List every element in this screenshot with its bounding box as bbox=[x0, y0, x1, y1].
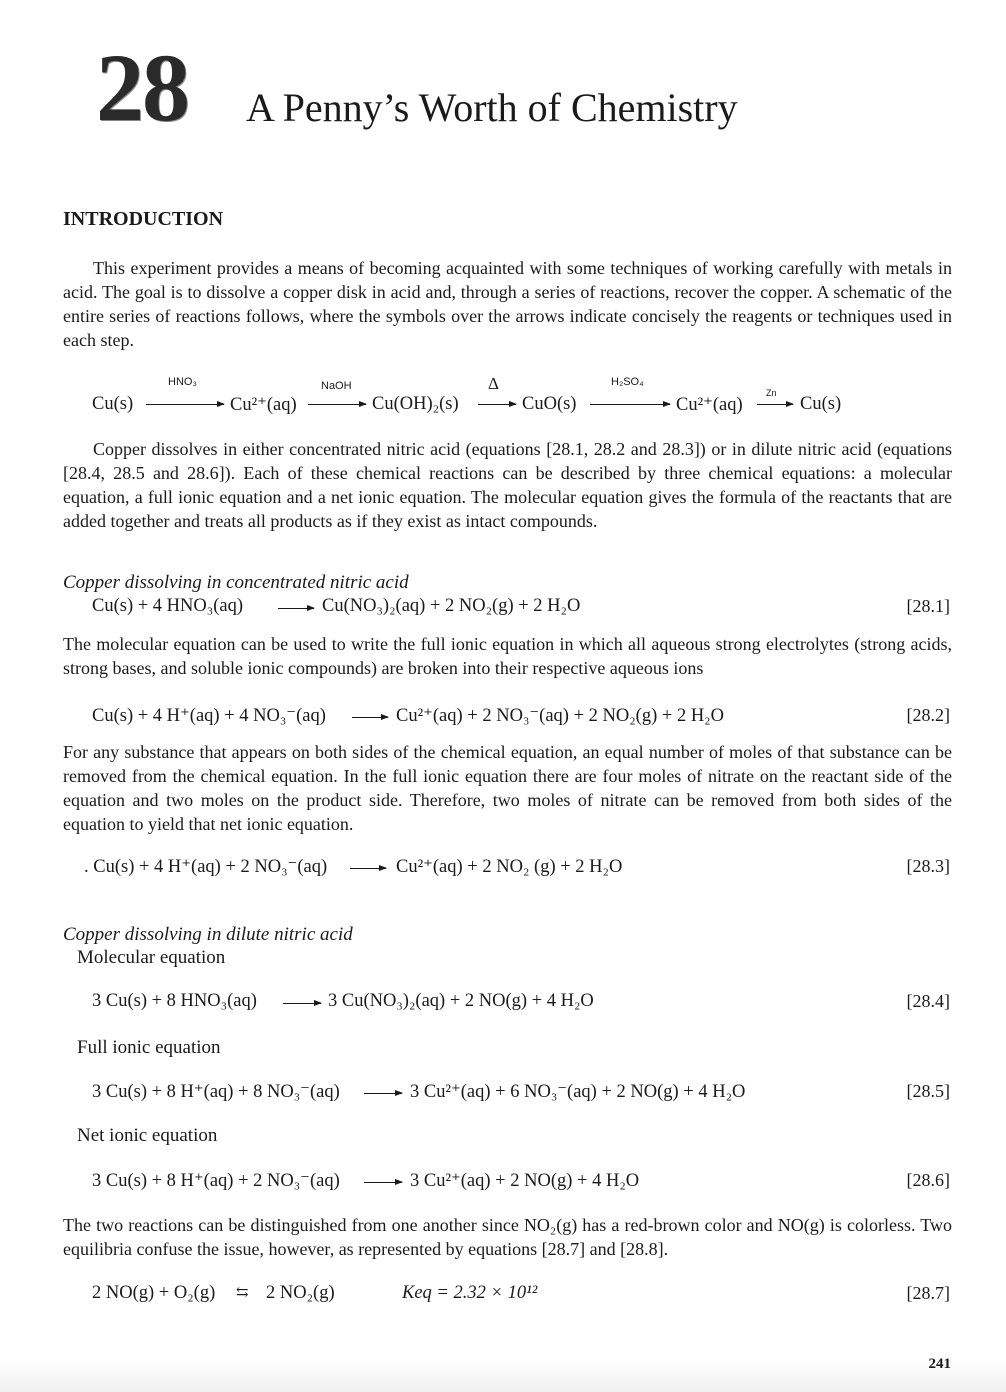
reaction-arrow bbox=[364, 1093, 402, 1094]
scheme-species: Cu(s) bbox=[800, 394, 842, 414]
equation-number: [28.4] bbox=[906, 991, 950, 1011]
equation-right-side: Cu(NO₃)₂(aq) + 2 NO₂(g) + 2 H₂O bbox=[322, 596, 581, 616]
equation-28-2 bbox=[0, 705, 1006, 731]
scheme-reagent: H₂SO₄ bbox=[611, 376, 644, 388]
equation-type-label: Molecular equation bbox=[77, 947, 226, 968]
equation-28-4 bbox=[0, 991, 1006, 1017]
equation-left-side: 3 Cu(s) + 8 H⁺(aq) + 2 NO₃⁻(aq) bbox=[92, 1171, 340, 1191]
equation-right-side: Cu²⁺(aq) + 2 NO₂ (g) + 2 H₂O bbox=[396, 857, 623, 877]
equation-28-6 bbox=[0, 1170, 1006, 1196]
reaction-arrow bbox=[146, 404, 224, 405]
reaction-scheme bbox=[0, 370, 1006, 420]
equation-left-side: 2 NO(g) + O₂(g) bbox=[92, 1283, 216, 1303]
reaction-arrow bbox=[283, 1003, 321, 1004]
page-bottom-shadow bbox=[0, 1360, 1006, 1392]
reaction-arrow bbox=[350, 868, 386, 869]
equation-right-side: Cu²⁺(aq) + 2 NO₃⁻(aq) + 2 NO₂(g) + 2 H₂O bbox=[396, 706, 724, 726]
body-paragraph: The two reactions can be distinguished from one another since NO₂(g) has a red-brown color and NO(g) is colorless. Two equilibria confuse the issue, however, as represented by equations [28.7] and [28.8]. bbox=[63, 1215, 952, 1259]
scheme-species: Cu(s) bbox=[92, 394, 134, 414]
equation-28-7 bbox=[0, 1283, 1006, 1309]
equation-number: [28.6] bbox=[906, 1170, 950, 1190]
equation-right-side: 3 Cu²⁺(aq) + 6 NO₃⁻(aq) + 2 NO(g) + 4 H₂O bbox=[410, 1082, 746, 1102]
equation-number: [28.3] bbox=[906, 856, 950, 876]
equation-right-side: 3 Cu(NO₃)₂(aq) + 2 NO(g) + 4 H₂O bbox=[328, 991, 594, 1011]
intro-paragraph: This experiment provides a means of becoming acquainted with some techniques of working carefully with metals in acid. The goal is to dissolve a copper disk in acid and, through a series of reactions, recover the copper. A schematic of the entire series of reactions follows, where the symbols over the arrows indicate concisely the reagents or techniques used in each step. bbox=[63, 258, 952, 350]
equation-left-side: Cu(s) + 4 HNO₃(aq) bbox=[92, 596, 243, 616]
heat-delta-symbol: Δ bbox=[488, 374, 499, 393]
equilibrium-arrow: ⇆ bbox=[236, 1285, 249, 1301]
body-paragraph: The molecular equation can be used to write the full ionic equation in which all aqueous strong electrolytes (strong acids, strong bases, and soluble ionic compounds) are broken into their respective aqueous ions bbox=[63, 634, 952, 678]
equation-right-side: 2 NO₂(g) bbox=[266, 1283, 335, 1303]
body-paragraph: For any substance that appears on both sides of the chemical equation, an equal number of moles of that substance can be removed from the chemical equation. In the full ionic equation there are four moles of nitrate on the reactant side of the equation and two moles on the product side. Therefore, two moles of nitrate can be removed from both sides of the equation to yield that net ionic equation. bbox=[63, 742, 952, 834]
chapter-title: A Penny’s Worth of Chemistry bbox=[246, 85, 738, 130]
scheme-species: Cu(OH)₂(s) bbox=[372, 394, 459, 414]
equation-number: [28.7] bbox=[906, 1283, 950, 1303]
equation-28-3 bbox=[0, 856, 1006, 882]
equation-left-side: Cu(s) + 4 H⁺(aq) + 4 NO₃⁻(aq) bbox=[92, 706, 326, 726]
scheme-species: Cu²⁺(aq) bbox=[230, 395, 297, 415]
equation-left-side: 3 Cu(s) + 8 HNO₃(aq) bbox=[92, 991, 257, 1011]
body-paragraph: Copper dissolves in either concentrated nitric acid (equations [28.1, 28.2 and 28.3]) or in dilute nitric acid (equations [28.4, 28.5 and 28.6]). Each of these chemical reactions can be described by three chemical equations: a molecular equation, a full ionic equation and a net ionic equation. The molecular equation gives the formula of the reactants that are added together and treats all products as if they exist as intact compounds. bbox=[63, 439, 952, 531]
equilibrium-constant: Keq = 2.32 × 10¹² bbox=[402, 1283, 538, 1303]
reaction-arrow bbox=[278, 608, 314, 609]
reaction-arrow bbox=[364, 1182, 402, 1183]
scheme-reagent: NaOH bbox=[321, 380, 352, 392]
equation-type-label: Net ionic equation bbox=[77, 1125, 218, 1146]
scheme-reagent: Zn bbox=[766, 388, 777, 398]
reaction-arrow bbox=[308, 404, 366, 405]
equation-number: [28.5] bbox=[906, 1081, 950, 1101]
reaction-arrow bbox=[352, 717, 388, 718]
equation-left-side: 3 Cu(s) + 8 H⁺(aq) + 8 NO₃⁻(aq) bbox=[92, 1082, 340, 1102]
equation-type-label: Full ionic equation bbox=[77, 1037, 221, 1058]
equation-number: [28.1] bbox=[906, 596, 950, 616]
reaction-arrow bbox=[757, 404, 793, 405]
page-number: 241 bbox=[928, 1356, 951, 1372]
subsection-title: Copper dissolving in dilute nitric acid bbox=[63, 924, 353, 945]
chapter-number: 28 bbox=[96, 34, 188, 141]
scheme-species: Cu²⁺(aq) bbox=[676, 395, 743, 415]
equation-right-side: 3 Cu²⁺(aq) + 2 NO(g) + 4 H₂O bbox=[410, 1171, 640, 1191]
section-heading: INTRODUCTION bbox=[63, 208, 224, 230]
equation-28-1 bbox=[0, 596, 1006, 622]
reaction-arrow bbox=[478, 404, 516, 405]
scheme-species: CuO(s) bbox=[522, 394, 577, 414]
equation-number: [28.2] bbox=[906, 705, 950, 725]
equation-28-5 bbox=[0, 1081, 1006, 1107]
scheme-reagent: HNO₃ bbox=[168, 376, 197, 388]
subsection-title: Copper dissolving in concentrated nitric acid bbox=[63, 572, 409, 593]
reaction-arrow bbox=[590, 404, 670, 405]
equation-left-side: . Cu(s) + 4 H⁺(aq) + 2 NO₃⁻(aq) bbox=[84, 857, 328, 877]
